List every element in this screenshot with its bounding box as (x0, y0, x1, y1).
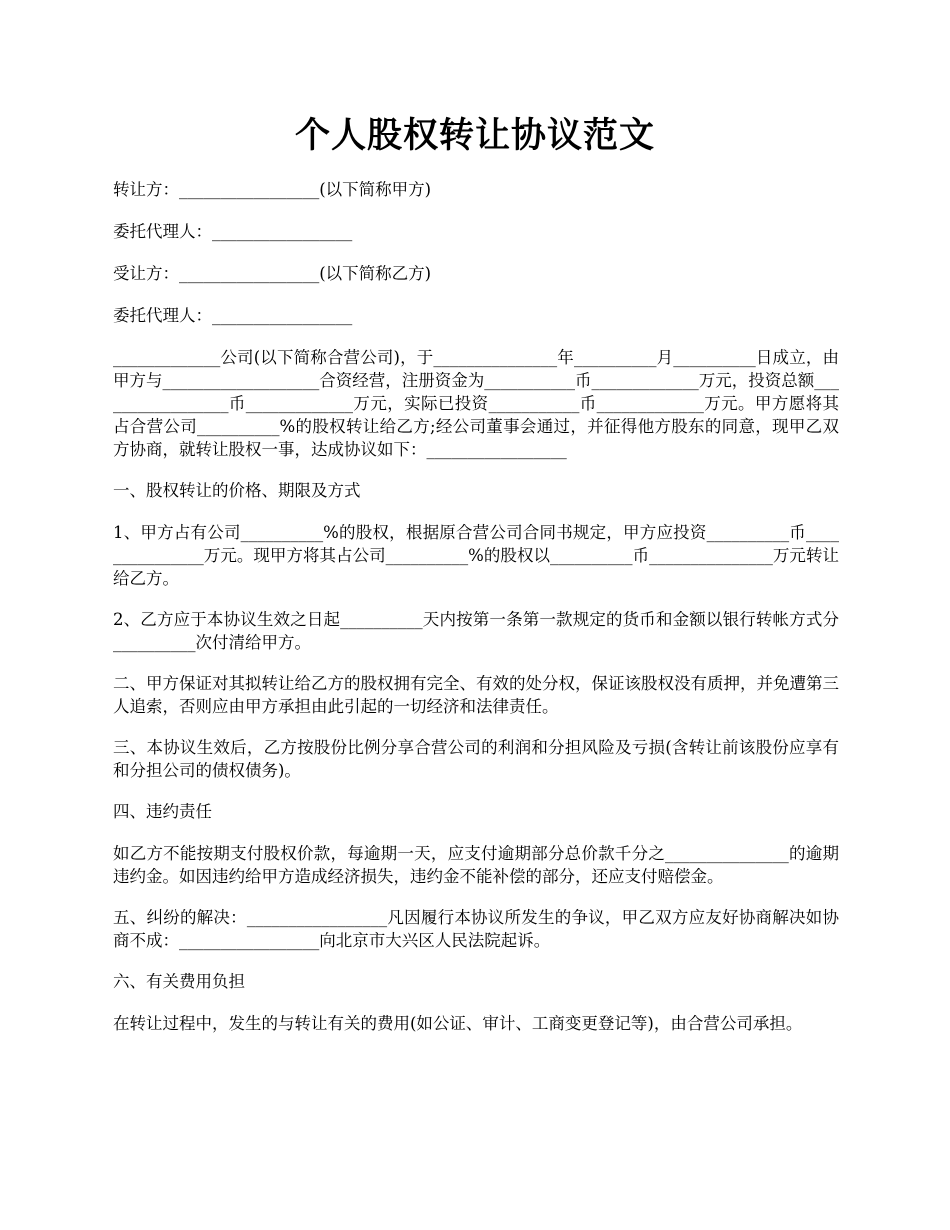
document-title: 个人股权转让协议范文 (294, 115, 655, 156)
clause-6-body: 在转让过程中，发生的与转让有关的费用(如公证、审计、工商变更登记等)，由合营公司承担。 (113, 1014, 803, 1033)
preamble-paragraph: _____________公司(以下简称合营公司)，于_______________年__________月__________日成立，由甲方与___________________合资经营，注册资金为___________币_____________万元，投资总额_________________币_____________万元，实际已投资___________币_____________万元。甲方愿将其占合营公司__________%的股权转让给乙方;经公司董事会通过，并征得他方股东的同意，现甲乙双方协商，就转让股权一事，达成协议如下：_________________ (113, 348, 839, 459)
clause-1-2: 2、乙方应于本协议生效之日起__________天内按第一条第一款规定的货币和金额以银行转帐方式分__________次付清给甲方。 (113, 610, 839, 652)
transferee-line: 受让方：_________________(以下简称乙方) (113, 264, 432, 283)
section-heading-liability: 四、违约责任 (113, 802, 212, 821)
clause-5: 五、纠纷的解决：_________________凡因履行本协议所发生的争议，甲乙双方应友好协商解决如协商不成：_________________向北京市大兴区人民法院起诉。 (113, 908, 839, 950)
transferor-line: 转让方：_________________(以下简称甲方) (113, 180, 432, 199)
clause-3: 三、本协议生效后，乙方按股份比例分享合营公司的利润和分担风险及亏损(含转让前该股份应享有和分担公司的债权债务)。 (113, 738, 839, 780)
document-body (113, 178, 839, 1053)
section-heading-fees: 六、有关费用负担 (113, 972, 245, 991)
clause-4-body: 如乙方不能按期支付股权价款，每逾期一天，应支付逾期部分总价款千分之_______________的逾期违约金。如因违约给甲方造成经济损失，违约金不能补偿的部分，还应支付赔偿金。 (113, 844, 839, 886)
section-heading-price: 一、股权转让的价格、期限及方式 (113, 481, 361, 500)
clause-2: 二、甲方保证对其拟转让给乙方的股权拥有完全、有效的处分权，保证该股权没有质押，并免遭第三人追索，否则应由甲方承担由此引起的一切经济和法律责任。 (113, 674, 839, 716)
transferor-agent-line: 委托代理人：_________________ (113, 222, 353, 241)
transferee-agent-line: 委托代理人：_________________ (113, 306, 353, 325)
clause-1-1: 1、甲方占有公司__________%的股权，根据原合营公司合同书规定，甲方应投资__________币_______________万元。现甲方将其占公司__________%的股权以__________币_______________万元转让给乙方。 (113, 523, 839, 588)
